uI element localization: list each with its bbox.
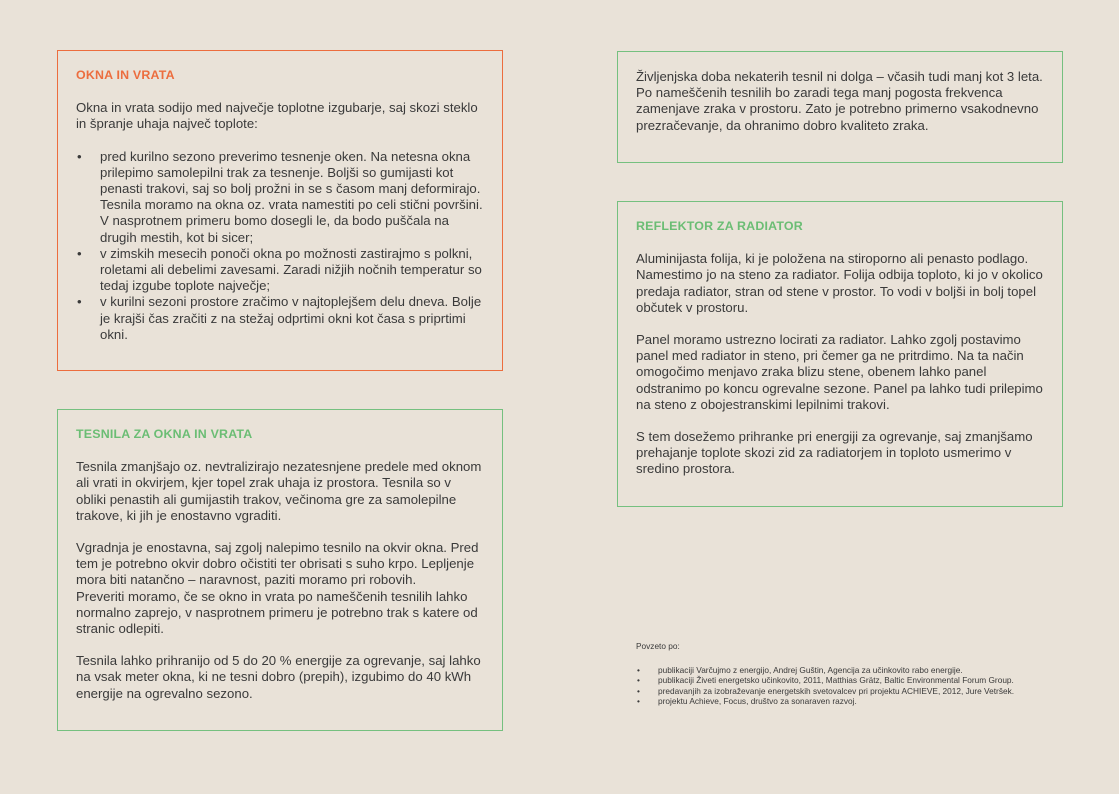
- paragraph: Tesnila lahko prihranijo od 5 do 20 % energije za ogrevanje, saj lahko na vsak meter okna, ki ne tesni dobro (prepih), izgubimo do 40 kWh energije na ogrevalno sezono.: [76, 653, 481, 701]
- section-title: REFLEKTOR ZA RADIATOR: [636, 219, 803, 233]
- reflektor-section: [617, 201, 1063, 507]
- paragraph: Tesnila zmanjšajo oz. nevtralizirajo nezatesnjene predele med oknom ali vrati in okvirjem, kjer topel zrak uhaja iz prostora. Tesnila so v obliki penastih ali gumijastih trakov, večinoma gre za samolepilne trakove, ki jih je enostavno vgraditi.: [76, 459, 482, 523]
- paragraph: Aluminijasta folija, ki je položena na stiroporno ali penasto podlago. Namestimo jo na steno za radiator. Folija odbija toploto, ki jo v okolico predaja radiator, stran od stene v prostor. To vodi v boljši in bolj topel občutek v prostoru.: [636, 251, 1043, 315]
- list-item: • projektu Achieve, Focus, društvo za sonaraven razvoj.: [636, 696, 1056, 706]
- paragraph: S tem dosežemo prihranke pri energiji za ogrevanje, saj zmanjšamo prehajanje toplote skozi zid za radiatorjem in toploto usmerimo v sredino prostora.: [636, 429, 1033, 477]
- section-title: OKNA IN VRATA: [76, 68, 175, 82]
- sources-title: Povzeto po:: [636, 641, 680, 651]
- list-item: • v zimskih mesecih ponoči okna po možnosti zastirajmo s polkni, roletami ali debelimi zavesami. Zaradi nižjih nočnih temperatur so tedaj izgube toplote največje;: [76, 246, 484, 295]
- paragraph: Panel moramo ustrezno locirati za radiator. Lahko zgolj postavimo panel med radiator in steno, pri čemer ga ne pritrdimo. Na ta način omogočimo menjavo zraka blizu stene, obenem lahko panel odstranimo po koncu ogrevalne sezone. Panel pa lahko tudi prilepimo na steno z obojestranskimi lepilnimi trakovi.: [636, 332, 1043, 412]
- sources-list: [636, 665, 1056, 706]
- tesnila-section: [57, 409, 503, 731]
- list-item: • publikaciji Živeti energetsko učinkovito, 2011, Matthias Grätz, Baltic Environmental Forum Group.: [636, 675, 1056, 685]
- tips-list: [76, 149, 484, 343]
- sources-section: [636, 641, 1056, 706]
- list-item: • v kurilni sezoni prostore zračimo v najtoplejšem delu dneva. Bolje je krajši čas zračiti z na stežaj odprtimi okni kot časa s priprtimi okni.: [76, 294, 484, 343]
- paragraph: Vgradnja je enostavna, saj zgolj nalepimo tesnilo na okvir okna. Pred tem je potrebno okvir dobro očistiti ter obrisati s suho krpo. Lepljenje mora biti natančno – naravnost, paziti moramo pri robovih.: [76, 540, 479, 588]
- list-item: • publikaciji Varčujmo z energijo, Andrej Guštin, Agencija za učinkovito rabo energije.: [636, 665, 1056, 675]
- tesnila-lifetime-section: [617, 51, 1063, 163]
- list-item: • pred kurilno sezono preverimo tesnenje oken. Na netesna okna prilepimo samolepilni trak za tesnenje. Boljši so gumijasti kot penasti trakovi, saj so bolj prožni in se s časom manj deformirajo. Tesnila moramo na okna oz. vrata namestiti po celi stični površini. V nasprotnem primeru bomo dosegli le, da bodo puščala na drugih mestih, kot bi sicer;: [76, 149, 484, 246]
- section-intro: Okna in vrata sodijo med največje toplotne izgubarje, saj skozi steklo in špranje uhaja največ toplote:: [76, 100, 478, 132]
- list-item: • predavanjih za izobraževanje energetskih svetovalcev pri projektu ACHIEVE, 2012, Jure Vetršek.: [636, 686, 1056, 696]
- okna-in-vrata-section: [57, 50, 503, 371]
- paragraph: Preveriti moramo, če se okno in vrata po nameščenih tesnilih lahko normalno zaprejo, v nasprotnem primeru je potrebno trak s katere od stranic odlepiti.: [76, 588, 478, 637]
- section-title: TESNILA ZA OKNA IN VRATA: [76, 427, 253, 441]
- paragraph: Življenjska doba nekaterih tesnil ni dolga – včasih tudi manj kot 3 leta. Po nameščenih tesnilih bo zaradi tega manj pogosta frekvenca zamenjave zraka v prostoru. Zato je potrebno primerno vsakodnevno prezračevanje, da ohranimo dobro kvaliteto zraka.: [636, 69, 1043, 133]
